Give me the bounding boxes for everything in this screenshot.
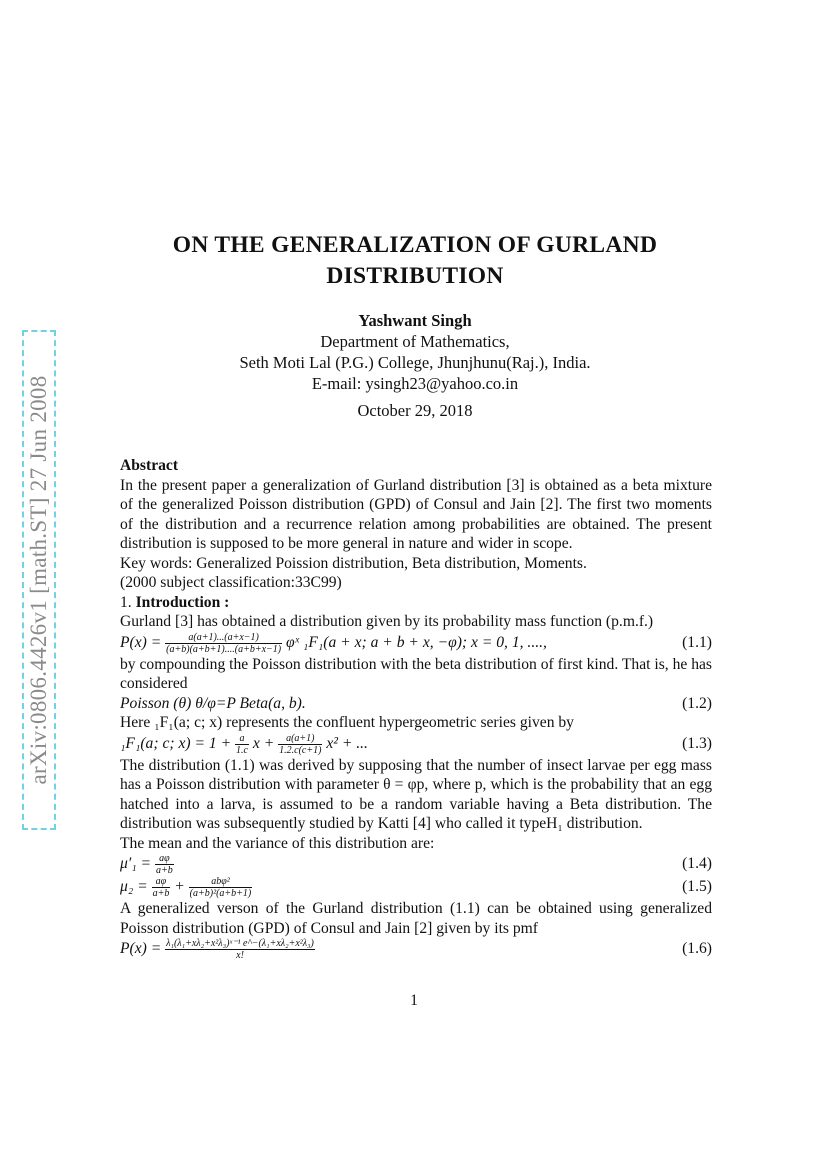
arxiv-sidebar [22, 330, 56, 830]
eq3-fraction-1 [235, 733, 249, 756]
eq6-numerator: λ₁(λ₁+xλ₂+x²λ₃)ˣ⁻¹ e^−(λ₁+xλ₂+x²λ₃) [166, 938, 314, 949]
eq5-f2-numerator: abφ² [189, 876, 253, 888]
eq3-f2-denominator: 1.2.c(c+1) [279, 744, 322, 756]
abstract-text: In the present paper a generalization of Gurland distribution [3] is obtained as a beta mixture of the generalized Poisson distribution (GPD) of Consul and Jain [2]. The first two moments of the distribution and a recurrence relation among probabilities are obtained. The present distribution is supposed to be more general in nature and wider in scope. [120, 476, 712, 552]
eq1-lhs: P(x) = [120, 633, 162, 651]
equation-1-1 [120, 632, 712, 655]
eq1-denominator: (a+b)(a+b+1)....(a+b+x−1) [166, 643, 282, 655]
eq5-lhs: μ₂ = [120, 878, 148, 896]
eq5-fraction-2 [189, 876, 253, 899]
eq2-text: Poisson (θ) θ/φ=P Beta(a, b). [120, 694, 306, 712]
eq6-fraction [165, 938, 315, 961]
eq5-f1-denominator: a+b [152, 888, 170, 899]
eq3-fraction-2 [278, 733, 322, 756]
author-block [100, 310, 730, 394]
eq1-numerator: a(a+1)...(a+x−1) [165, 632, 282, 644]
eq5-fraction-1 [152, 876, 171, 899]
equation-1-5 [120, 876, 712, 899]
eq4-numerator: aφ [155, 853, 174, 865]
equation-1-3 [120, 733, 712, 756]
intro-paragraph-4: The distribution (1.1) was derived by supposing that the number of insect larvae per egg mass has a Poisson distribution with parameter θ = φp, where p, which is the probability that an egg hatched into a larva, is assumed to be a random variable having a Beta distribution. The distribution was subsequently studied by Katti [4] who called it typeH₁ distribution. [120, 756, 712, 832]
intro-paragraph-5: The mean and the variance of this distribution are: [120, 834, 435, 852]
eq3-f1-denominator: 1.c [236, 744, 248, 756]
intro-paragraph-2: by compounding the Poisson distribution with the beta distribution of first kind. That is, he has considered [120, 655, 712, 692]
eq1-label: (1.1) [682, 633, 712, 651]
keywords: Key words: Generalized Poission distribution, Beta distribution, Moments. [120, 554, 587, 572]
eq6-denominator: x! [236, 950, 244, 961]
eq6-label: (1.6) [682, 940, 712, 958]
eq4-denominator: a+b [156, 865, 173, 876]
intro-paragraph-3: Here ₁F₁(a; c; x) represents the confluent hypergeometric series given by [120, 714, 574, 731]
eq5-f2-denominator: (a+b)²(a+b+1) [189, 888, 252, 899]
eq1-rhs: φˣ ₁F₁(a + x; a + b + x, −φ); x = 0, 1, ...., [286, 633, 547, 651]
section-title: Introduction : [135, 593, 230, 611]
title-line-1: ON THE GENERALIZATION OF GURLAND [172, 232, 658, 258]
subject-classification: (2000 subject classification:33C99) [120, 574, 342, 591]
eq4-label: (1.4) [682, 855, 712, 873]
paper-body [120, 456, 712, 961]
eq3-rhs: x² + ... [326, 734, 368, 752]
title-line-2: DISTRIBUTION [326, 263, 504, 289]
eq3-mid: x + [252, 734, 275, 752]
equation-1-4 [120, 853, 712, 876]
page-number: 1 [410, 992, 418, 1009]
arxiv-identifier: arXiv:0806.4426v1 [math.ST] 27 Jun 2008 [26, 375, 51, 785]
eq5-f1-numerator: aφ [152, 876, 171, 888]
equation-1-6 [120, 938, 712, 961]
author-college: Seth Moti Lal (P.G.) College, Jhunjhunu(Raj.), India. [239, 353, 591, 372]
section-number: 1. [120, 593, 132, 611]
intro-paragraph-6: A generalized verson of the Gurland distribution (1.1) can be obtained using generalized Poisson distribution (GPD) of Consul and Jain [2] given by its pmf [120, 900, 712, 937]
eq4-lhs: μ′₁ = [120, 855, 152, 873]
paper-title [100, 230, 730, 292]
eq1-fraction [165, 632, 282, 655]
eq3-lhs: ₁F₁(a; c; x) = 1 + [120, 734, 232, 752]
eq3-f1-numerator: a [235, 733, 249, 745]
eq3-f2-numerator: a(a+1) [278, 733, 322, 745]
intro-paragraph-1: Gurland [3] has obtained a distribution given by its probability mass function (p.m.f.) [120, 613, 654, 630]
section-heading [120, 593, 712, 613]
eq4-fraction [155, 853, 174, 876]
eq3-label: (1.3) [682, 734, 712, 752]
author-name: Yashwant Singh [358, 311, 472, 330]
eq2-label: (1.2) [682, 694, 712, 712]
author-email: E-mail: ysingh23@yahoo.co.in [311, 374, 519, 393]
paper-date: October 29, 2018 [357, 401, 473, 420]
eq5-mid: + [174, 878, 185, 896]
abstract-heading: Abstract [120, 457, 179, 474]
equation-1-2 [120, 694, 712, 714]
eq6-lhs: P(x) = [120, 940, 162, 958]
eq5-label: (1.5) [682, 878, 712, 896]
author-department: Department of Mathematics, [320, 332, 510, 351]
